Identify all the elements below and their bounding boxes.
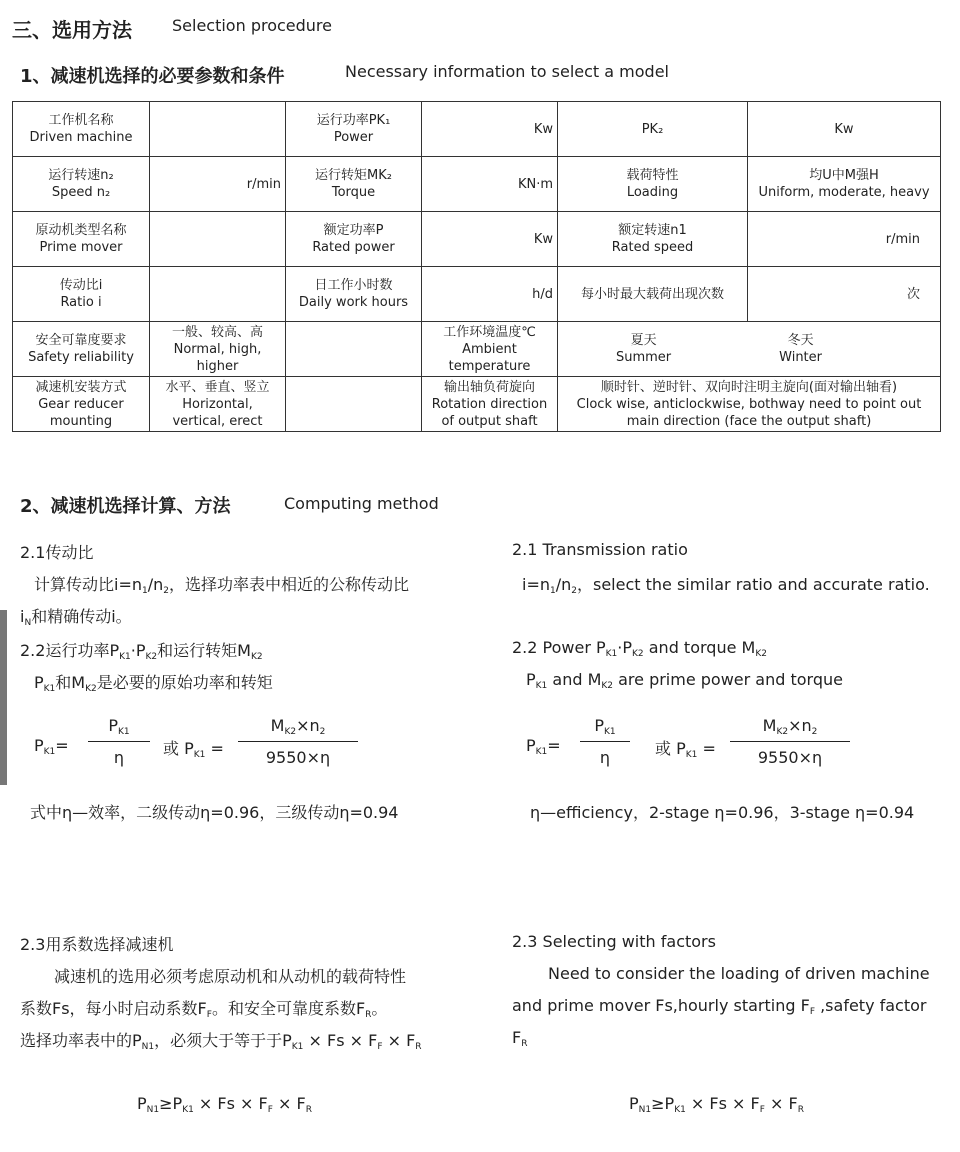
table-cell: 载荷特性 Loading <box>558 157 748 212</box>
selection-info-table <box>12 101 941 432</box>
table-cell: 运行功率PK₁ Power <box>286 102 422 157</box>
table-cell: 一般、较高、高 Normal, high, higher <box>150 322 286 377</box>
text-factors-en-3: $F_R$ <box>512 1028 528 1049</box>
table-cell: 顺时针、逆时针、双向时注明主旋向(面对输出轴看) Clock wise, anticlockwise, bothway need to point out main direction (face the output shaft) <box>558 377 941 432</box>
table-row <box>13 267 941 322</box>
text-ratio-zh: 计算传动比$i=n_1/n_2$，选择功率表中相近的公称传动比 <box>34 575 410 596</box>
section-2-title: 2、减速机选择计算、方法 <box>20 496 231 517</box>
heading-2-3: 2.3用系数选择减速机 <box>20 935 174 954</box>
table-cell: 原动机类型名称 Prime mover <box>13 212 150 267</box>
final-formula-zh: $P_{N1}\ge P_{K1} \times Fs \times F_F \times F_R$ <box>137 1094 312 1115</box>
table-cell: 安全可靠度要求 Safety reliability <box>13 322 150 377</box>
table-cell <box>150 267 286 322</box>
table-row <box>13 322 941 377</box>
section-2-title-en: Computing method <box>284 494 439 513</box>
section-3-title: 三、选用方法 <box>12 18 132 42</box>
section-1-title: 1、减速机选择的必要参数和条件 <box>20 66 285 87</box>
table-cell: 工作环境温度℃ Ambient temperature <box>422 322 558 377</box>
table-cell: 额定功率P Rated power <box>286 212 422 267</box>
formula-fraction-2: $\frac{M_{K2}\times n_2}{9550\times\eta}$ <box>238 716 358 767</box>
table-cell: 减速机安装方式 Gear reducer mounting <box>13 377 150 432</box>
table-cell: 次 <box>748 267 941 322</box>
heading-2-2-en: 2.2 Power $P_{K1}\cdot P_{K2}$ and torque $M_{K2}$ <box>512 638 767 659</box>
heading-2-2: 2.2运行功率$P_{K1}\cdot P_{K2}$和运行转矩$M_{K2}$ <box>20 641 263 662</box>
text-factors-zh-1: 减速机的选用必须考虑原动机和从动机的载荷特性 <box>54 967 407 986</box>
table-cell: 均U中M强H Uniform, moderate, heavy <box>748 157 941 212</box>
table-cell: 传动比i Ratio i <box>13 267 150 322</box>
table-row <box>13 377 941 432</box>
table-cell <box>286 377 422 432</box>
table-cell: 额定转速n1 Rated speed <box>558 212 748 267</box>
section-1-title-en: Necessary information to select a model <box>345 62 669 81</box>
text-ratio-en: $i=n_1/n_2$，select the similar ratio and accurate ratio. <box>522 575 930 596</box>
section-3-title-en: Selection procedure <box>172 16 332 35</box>
table-cell: 水平、垂直、竖立 Horizontal, vertical, erect <box>150 377 286 432</box>
formula-or: 或 $P_{K1}$ = <box>163 739 224 760</box>
heading-2-3-en: 2.3 Selecting with factors <box>512 932 716 951</box>
table-row <box>13 157 941 212</box>
formula-or-en: 或 $P_{K1}$ = <box>655 739 716 760</box>
side-bar <box>0 610 7 785</box>
table-cell: 输出轴负荷旋向 Rotation direction of output shaft <box>422 377 558 432</box>
text-factors-en-1: Need to consider the loading of driven machine <box>548 964 930 983</box>
final-formula-en: $P_{N1}\ge P_{K1} \times Fs \times F_F \times F_R$ <box>629 1094 804 1115</box>
table-cell: 运行转矩MK₂ Torque <box>286 157 422 212</box>
table-row <box>13 212 941 267</box>
table-cell: KN·m <box>422 157 558 212</box>
formula-lhs-en: $P_{K1}=$ <box>526 736 561 757</box>
text-factors-en-2: and prime mover Fs,hourly starting $F_F$ ,safety factor <box>512 996 927 1017</box>
efficiency-note-zh: 式中η—效率，二级传动η=0.96，三级传动η=0.94 <box>30 803 399 822</box>
text-power-en: $P_{K1}$ and $M_{K2}$ are prime power and torque <box>526 670 843 691</box>
table-cell: h/d <box>422 267 558 322</box>
heading-2-1-en: 2.1 Transmission ratio <box>512 540 688 559</box>
table-cell: 工作机名称 Driven machine <box>13 102 150 157</box>
table-cell: 日工作小时数 Daily work hours <box>286 267 422 322</box>
table-cell: r/min <box>150 157 286 212</box>
table-cell: 运行转速n₂ Speed n₂ <box>13 157 150 212</box>
text-factors-zh-2: 系数Fs，每小时启动系数$F_F$。和安全可靠度系数$F_R$。 <box>20 999 388 1020</box>
efficiency-note-en: η—efficiency，2-stage η=0.96，3-stage η=0.94 <box>530 803 915 822</box>
formula-lhs: $P_{K1}=$ <box>34 736 69 757</box>
table-cell: Kw <box>422 212 558 267</box>
heading-2-1: 2.1传动比 <box>20 543 94 562</box>
table-cell: Kw <box>422 102 558 157</box>
formula-fraction-en: $\frac{P_{K1}}{\eta}$ <box>580 716 630 767</box>
formula-fraction-2-en: $\frac{M_{K2}\times n_2}{9550\times\eta}$ <box>730 716 850 767</box>
table-cell: PK₂ <box>558 102 748 157</box>
table-cell <box>150 212 286 267</box>
text-ratio-zh-2: $i_N$和精确传动i。 <box>20 607 132 628</box>
text-factors-zh-3: 选择功率表中的$P_{N1}$，必须大于等于于$P_{K1} \times Fs \times F_F \times F_R$ <box>20 1031 422 1052</box>
text-power-zh: $P_{K1}$和$M_{K2}$是必要的原始功率和转矩 <box>34 673 273 694</box>
table-cell <box>286 322 422 377</box>
table-row <box>13 102 941 157</box>
formula-fraction: $\frac{P_{K1}}{\eta}$ <box>88 716 150 767</box>
table-cell: 每小时最大载荷出现次数 <box>558 267 748 322</box>
table-cell <box>150 102 286 157</box>
table-cell: 夏天 Summer 冬天 Winter <box>558 322 941 377</box>
table-cell: r/min <box>748 212 941 267</box>
table-cell: Kw <box>748 102 941 157</box>
